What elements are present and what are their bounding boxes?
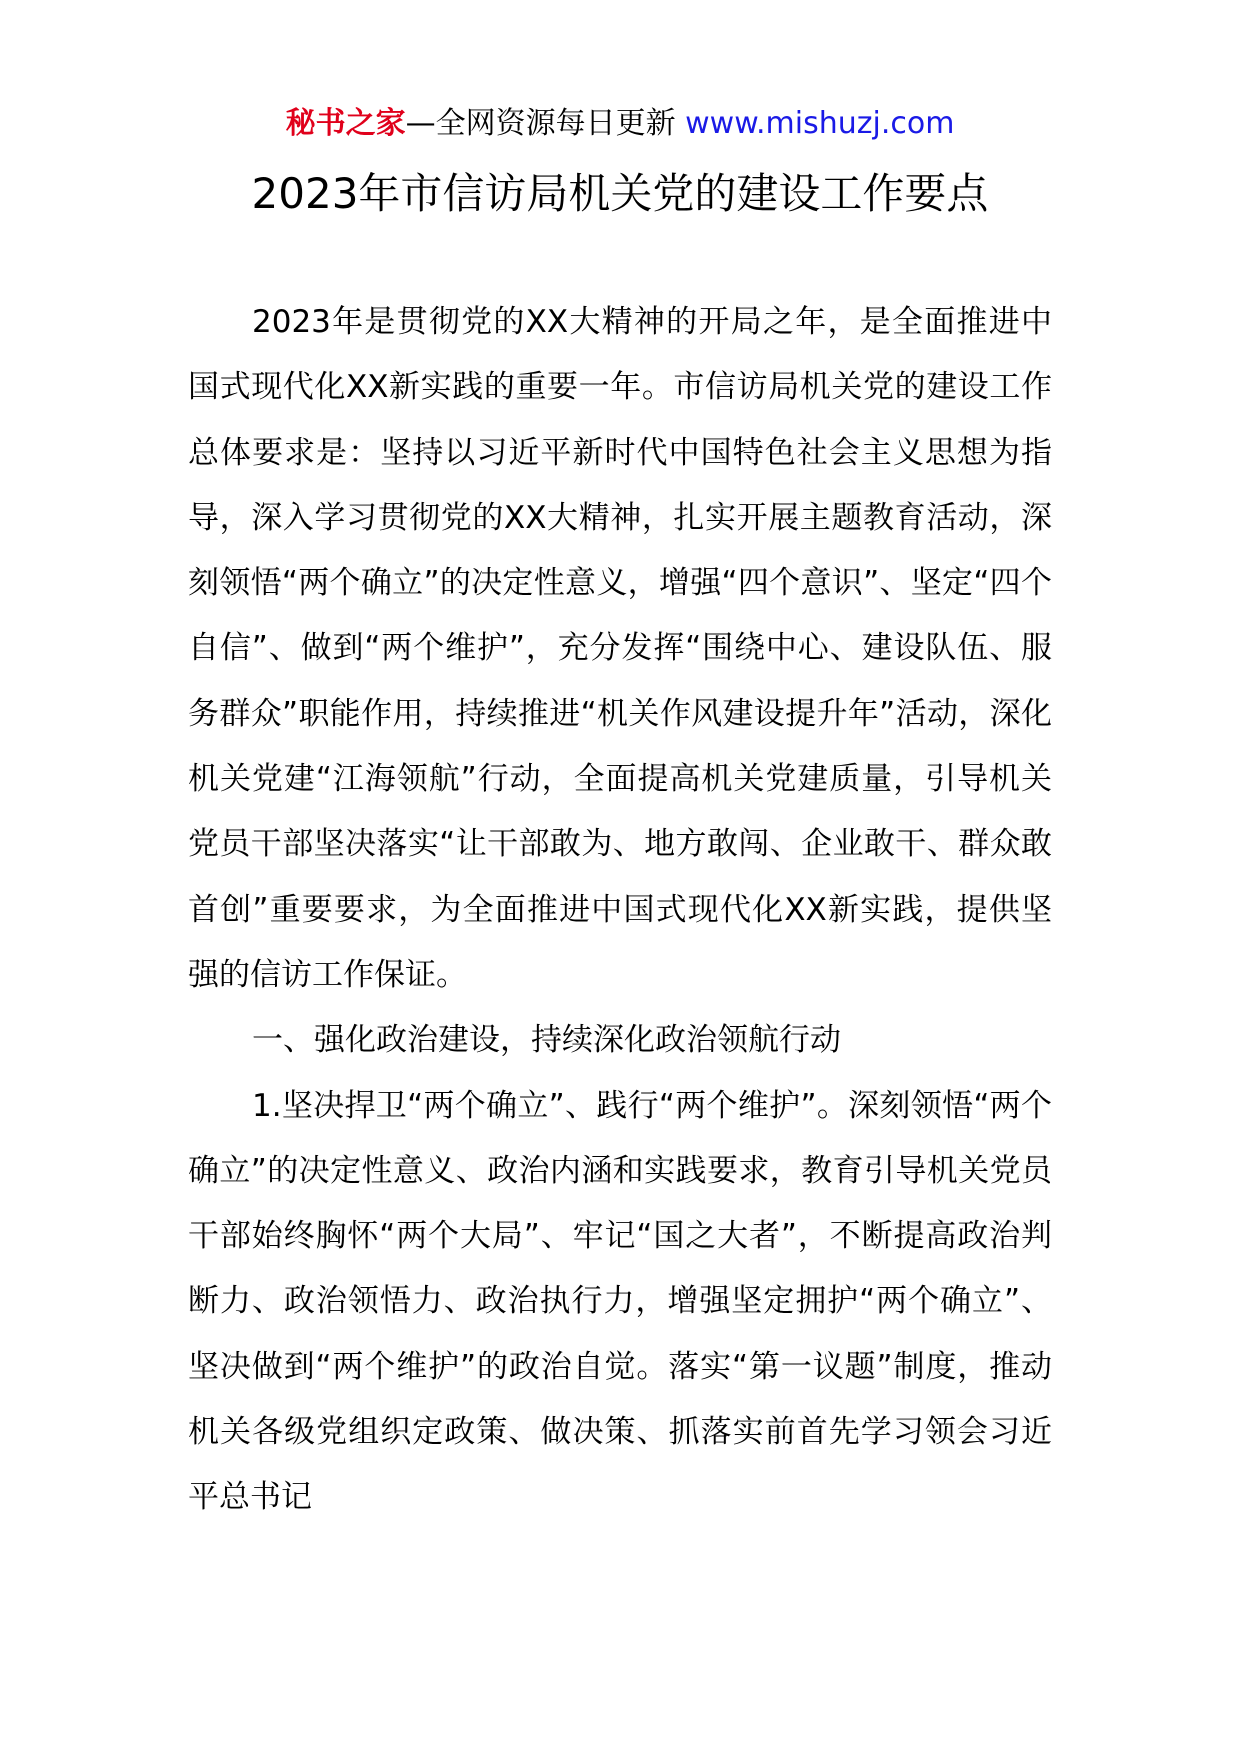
site-url-link[interactable]: www.mishuzj.com: [685, 106, 955, 141]
section-heading-1: 一、强化政治建设，持续深化政治领航行动: [252, 1022, 841, 1059]
item-paragraph-1: 1.坚决捍卫“两个确立”、践行“两个维护”。深刻领悟“两个确立”的决定性意义、政治内涵和实践要求，教育引导机关党员干部始终胸怀“两个大局”、牢记“国之大者”，不断提高政治判断力、政治领悟力、政治执行力，增强坚定拥护“两个确立”、坚决做到“两个维护”的政治自觉。落实“第一议题”制度，推动机关各级党组织定政策、做决策、抓落实前首先学习领会习近平总书记: [188, 1087, 1052, 1516]
site-brand: 秘书之家: [285, 106, 406, 141]
site-banner: [0, 104, 1240, 144]
site-tagline: —全网资源每日更新: [405, 106, 686, 141]
document-title: 2023年市信访局机关党的建设工作要点: [251, 169, 989, 218]
document-body: [188, 290, 1052, 1531]
intro-paragraph: 2023年是贯彻党的XX大精神的开局之年，是全面推进中国式现代化XX新实践的重要一年。市信访局机关党的建设工作总体要求是：坚持以习近平新时代中国特色社会主义思想为指导，深入学习贯彻党的XX大精神，扎实开展主题教育活动，深刻领悟“两个确立”的决定性意义，增强“四个意识”、坚定“四个自信”、做到“两个维护”，充分发挥“围绕中心、建设队伍、服务群众”职能作用，持续推进“机关作风建设提升年”活动，深化机关党建“江海领航”行动，全面提高机关党建质量，引导机关党员干部坚决落实“让干部敢为、地方敢闯、企业敢干、群众敢首创”重要要求，为全面推进中国式现代化XX新实践，提供坚强的信访工作保证。: [188, 304, 1052, 993]
